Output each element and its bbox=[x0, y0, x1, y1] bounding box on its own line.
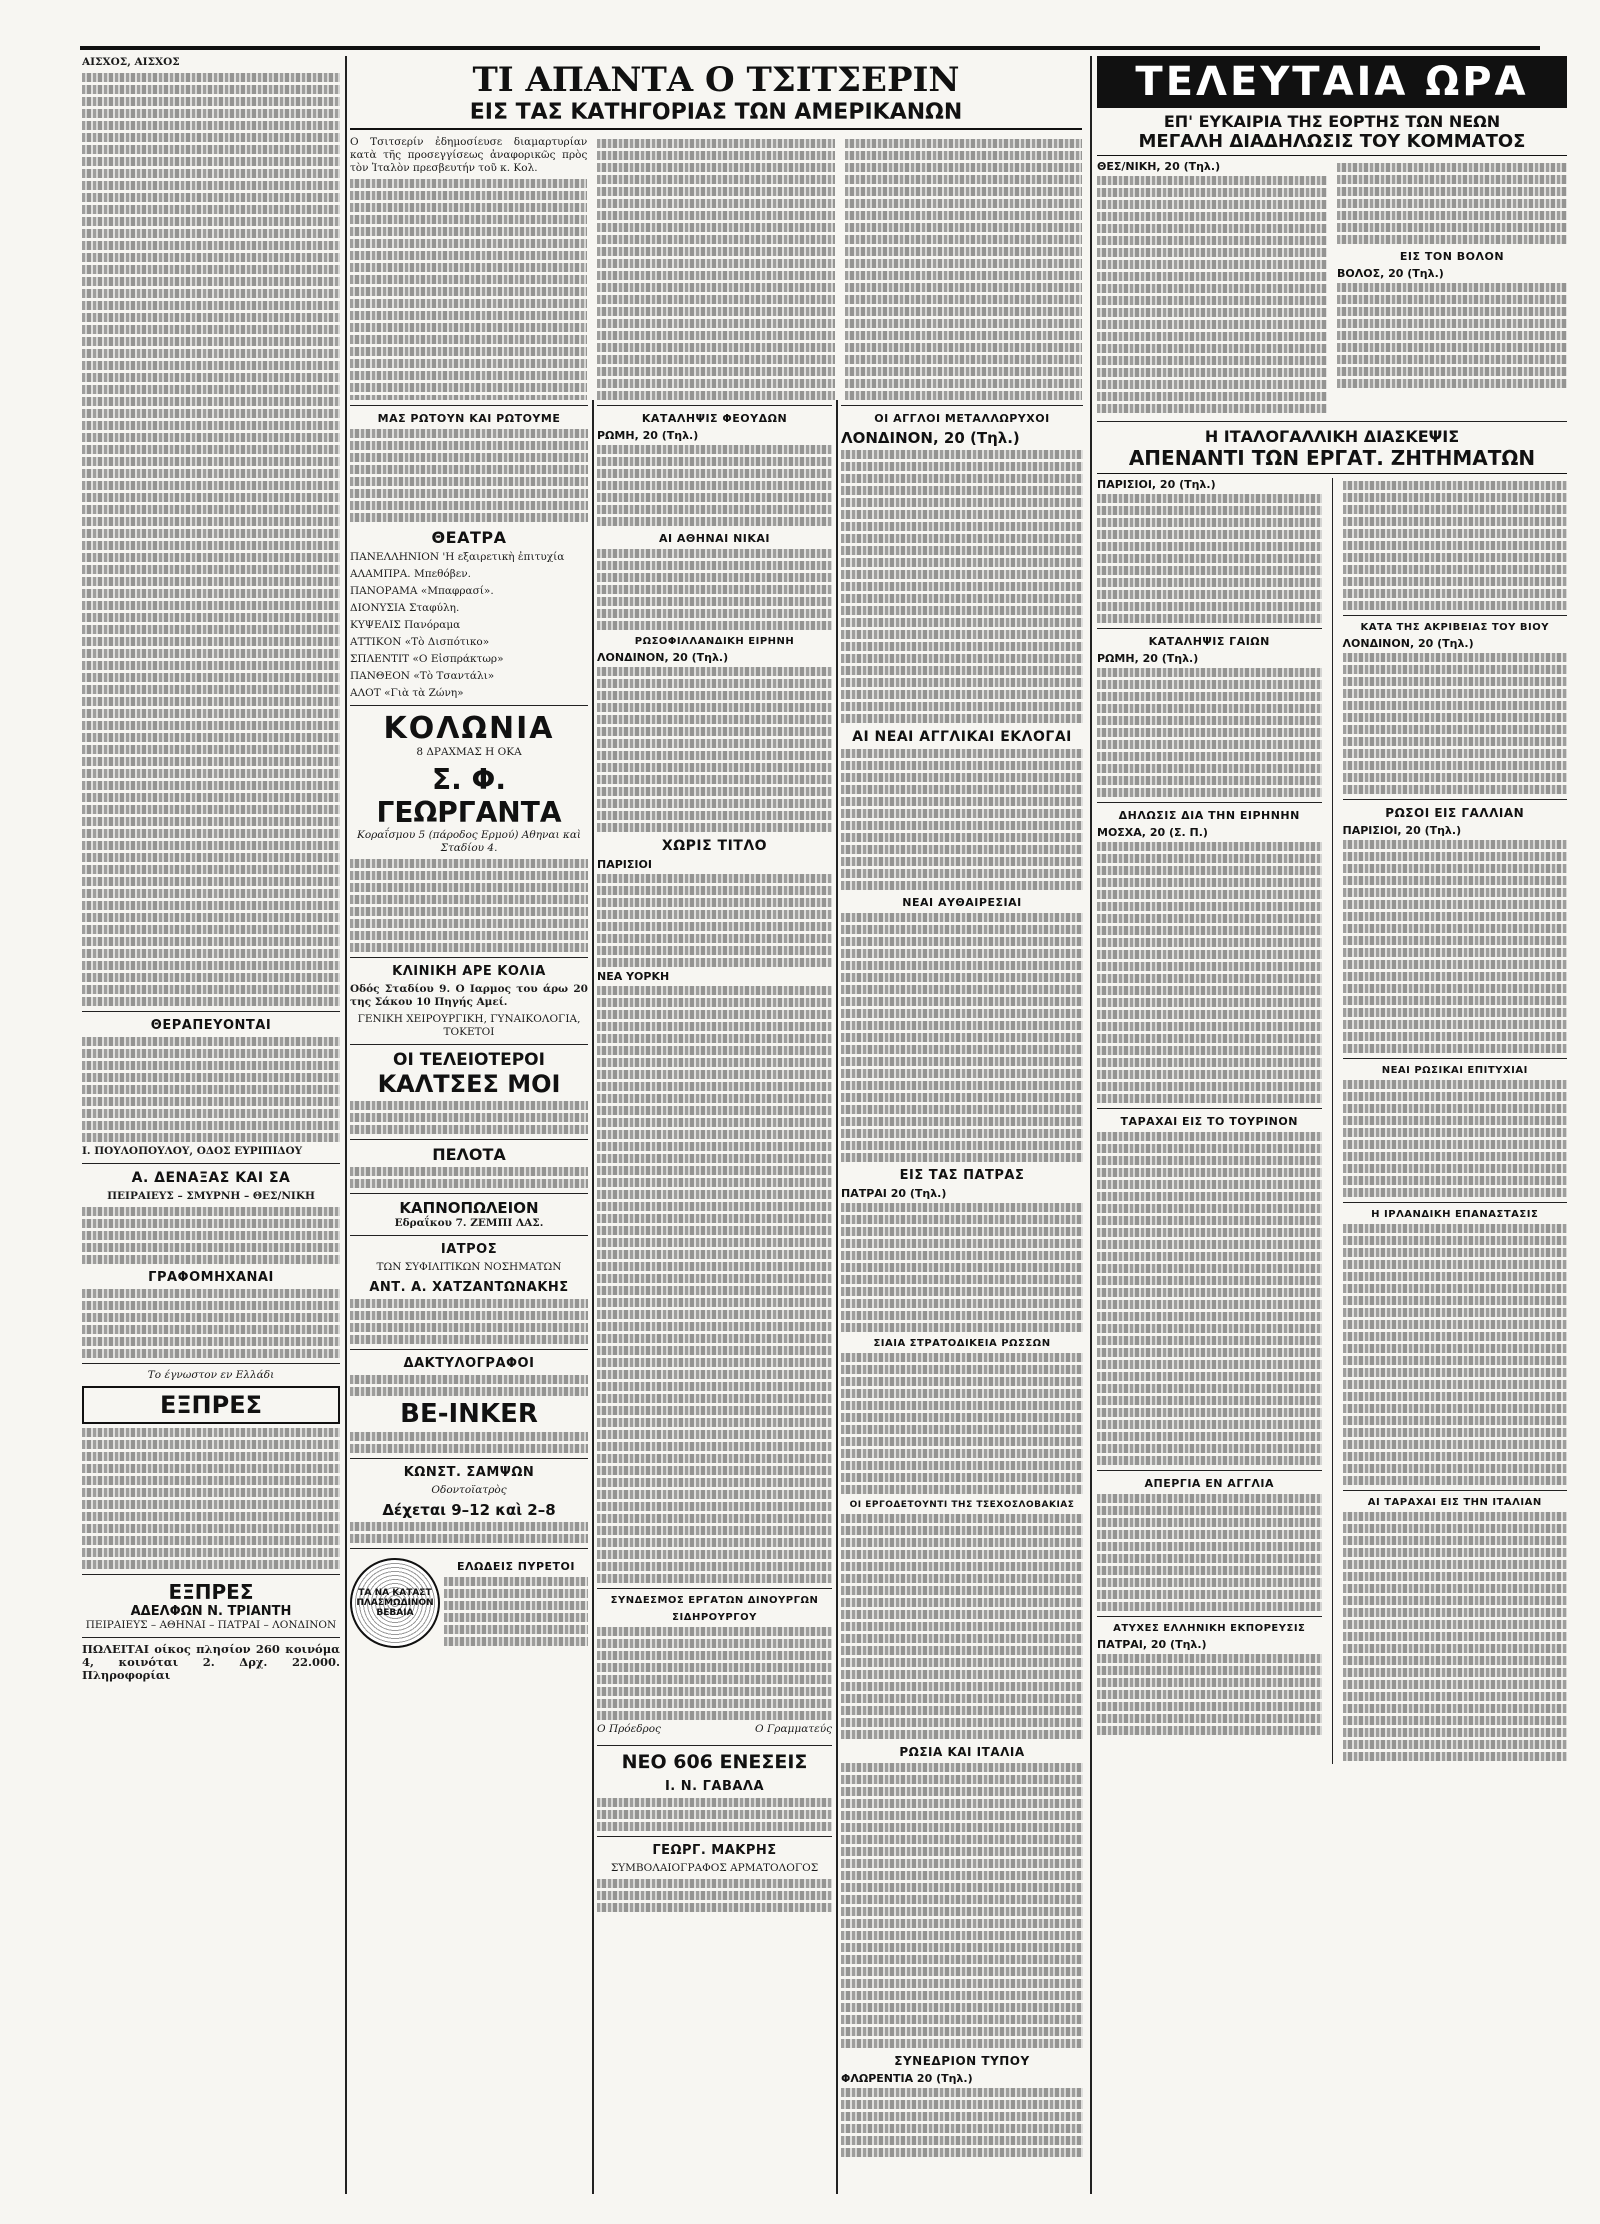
ad-stamp-seal: ΤΑ ΝΑ ΚΑΤΑΣΤ ΠΛΑΣΜΩΔΙΝΟΝ ΒΕΒΑΙΑ bbox=[350, 1558, 440, 1648]
headline-tsitserin: ΤΙ ΑΠΑΝΤΑ Ο ΤΣΙΤΣΕΡΙΝ bbox=[472, 60, 960, 100]
col1-ad-express-title: ΕΞΠΡΕΣ bbox=[82, 1386, 340, 1424]
ad-gavala: Ι. Ν. ΓΑΒΑΛΑ bbox=[664, 1779, 765, 1794]
section-gaion: ΚΑΤΑΛΗΨΙΣ ΓΑΙΩΝ bbox=[1148, 635, 1270, 648]
section-syndesmos: ΣΥΝΔΕΣΜΟΣ ΕΡΓΑΤΩΝ ΔΙΝΟΥΡΓΩΝ bbox=[610, 1595, 819, 1606]
dateline-patrai-1: ΠΑΤΡΑΙ 20 (Τηλ.) bbox=[841, 1187, 947, 1200]
section-rosoi-gallia: ΡΩΣΟΙ ΕΙΣ ΓΑΛΛΙΑΝ bbox=[1385, 806, 1525, 820]
col1-ad-grafomixanai: ΓΡΑΦΟΜΗΧΑΝΑΙ bbox=[148, 1270, 274, 1285]
dateline-londinon-2: ΛΟΝΔΙΝΟΝ, 20 (Τηλ.) bbox=[841, 429, 1020, 447]
col1-top-text: ΑΙΣΧΟΣ, ΑΙΣΧΟΣ bbox=[82, 56, 180, 68]
section-eklogai: ΑΙ ΝΕΑΙ ΑΓΓΛΙΚΑΙ ΕΚΛΟΓΑΙ bbox=[852, 729, 1072, 745]
section-ellinikoi: ΑΤΥΧΕΣ ΕΛΛΗΝΙΚΗ ΕΚΠΟΡΕΥΣΙΣ bbox=[1113, 1623, 1306, 1634]
dateline-parisioi-2: ΠΑΡΙΣΙΟΙ, 20 (Τηλ.) bbox=[1097, 478, 1216, 491]
ad-pelota: ΠΕΛΟΤΑ bbox=[432, 1145, 506, 1164]
section-synedrion: ΣΥΝΕΔΡΙΟΝ ΤΥΠΟΥ bbox=[894, 2054, 1030, 2068]
subheadline-tsitserin: ΕΙΣ ΤΑΣ ΚΑΤΗΓΟΡΙΑΣ ΤΩΝ ΑΜΕΡΙΚΑΝΩΝ bbox=[350, 100, 1082, 130]
dateline-florentia: ΦΛΩΡΕΝΤΙΑ 20 (Τηλ.) bbox=[841, 2072, 973, 2085]
theatra-item-7: ΣΠΛΕΝΤΙΤ «Ο Εἰσπράκτωρ» bbox=[350, 653, 504, 665]
col2-section-rotoun: ΜΑΣ ΡΩΤΟΥΝ ΚΑΙ ΡΩΤΟΥΜΕ bbox=[377, 412, 561, 425]
sign-grammateus: Ο Γραμματεύς bbox=[755, 1723, 832, 1735]
section-daktylografoi: ΔΑΚΤΥΛΟΓΡΑΦΟΙ bbox=[403, 1356, 535, 1371]
dateline-mosxa: ΜΟΣΧΑ, 20 (Σ. Π.) bbox=[1097, 826, 1208, 839]
ad-xatzantonakis: ΑΝΤ. Α. ΧΑΤΖΑΝΤΩΝΑΚΗΣ bbox=[369, 1280, 569, 1295]
section-eirini: ΔΗΛΩΣΙΣ ΔΙΑ ΤΗΝ ΕΙΡΗΝΗΝ bbox=[1118, 809, 1300, 822]
ad-kaltses: ΚΑΛΤΣΕΣ ΜΟΙ bbox=[377, 1070, 561, 1098]
section-apergia: ΑΠΕΡΓΙΑ ΕΝ ΑΓΓΛΙΑ bbox=[1144, 1477, 1274, 1490]
theatra-item-8: ΠΑΝΘΕΟΝ «Τὸ Τσαντάλι» bbox=[350, 670, 495, 682]
section-stratodikeia: ΣΙΑΙΑ ΣΤΡΑΤΟΔΙΚΕΙΑ ΡΩΣΣΩΝ bbox=[873, 1338, 1051, 1349]
section-katalipseis: ΚΑΤΑΛΗΨΙΣ ΦΕΟΥΔΩΝ bbox=[641, 412, 788, 425]
banner-teleutaia-ora: ΤΕΛΕΥΤΑΙΑ ΩΡΑ bbox=[1097, 56, 1567, 108]
col1-ad-express2: ΕΞΠΡΕΣ bbox=[168, 1580, 254, 1604]
dateline-thessaloniki: ΘΕΣ/ΝΙΚΗ, 20 (Τηλ.) bbox=[1097, 160, 1221, 173]
dateline-nea-yorki: ΝΕΑ ΥΟΡΚΗ bbox=[597, 970, 670, 983]
col1-ad-poleitai: ΠΩΛΕΙΤΑΙ οίκος πλησίον 260 κοινόμα 4, κοινόται 2. Δρχ. 22.000. Πληροφορίαι bbox=[82, 1642, 340, 1682]
dateline-parisioi-1: ΠΑΡΙΣΙΟΙ bbox=[597, 858, 652, 871]
ad-teleioteroi: ΟΙ ΤΕΛΕΙΟΤΕΡΟΙ bbox=[393, 1050, 545, 1070]
dateline-patrai-2: ΠΑΤΡΑΙ, 20 (Τηλ.) bbox=[1097, 1638, 1207, 1651]
ad-kapno-addr: Εδραΐκου 7. ΖΕΜΠΙ ΛΑΣ. bbox=[394, 1217, 544, 1229]
section-tsexoslovakia: ΟΙ ΕΡΓΟΔΕΤΟΥΝΤΙ ΤΗΣ ΤΣΕΧΟΣΛΟΒΑΚΙΑΣ bbox=[849, 1500, 1075, 1510]
theatra-item-1: ΠΑΝΕΛΛΗΝΙΟΝ 'Η εξαιρετικὴ ἐπιτυχία bbox=[350, 551, 565, 563]
tsitserin-article bbox=[350, 60, 1082, 400]
conf-title-1: Η ΙΤΑΛΟΓΑΛΛΙΚΗ ΔΙΑΣΚΕΨΙΣ bbox=[1204, 427, 1460, 446]
theatra-item-3: ΠΑΝΟΡΑΜΑ «Μπαφρασί». bbox=[350, 585, 494, 597]
section-xoris-titlo: ΧΩΡΙΣ ΤΙΤΛΟ bbox=[661, 838, 768, 854]
column-3 bbox=[597, 400, 832, 2194]
ad-iatros: ΙΑΤΡΟΣ bbox=[440, 1242, 498, 1257]
section-aggloi: ΟΙ ΑΓΓΛΟΙ ΜΕΤΑΛΛΩΡΥΧΟΙ bbox=[874, 412, 1050, 425]
col1-section-therapeuontai: ΘΕΡΑΠΕΥΟΝΤΑΙ bbox=[150, 1018, 272, 1033]
section-athina-nikai: ΑΙ ΑΘΗΝΑΙ ΝΙΚΑΙ bbox=[658, 532, 771, 545]
section-patras: ΕΙΣ ΤΑΣ ΠΑΤΡΑΣ bbox=[899, 1168, 1025, 1183]
dateline-romi-1: ΡΩΜΗ, 20 (Τηλ.) bbox=[597, 429, 699, 442]
ad-gyn: ΓΕΝΙΚΗ ΧΕΙΡΟΥΡΓΙΚΗ, ΓΥΝΑΙΚΟΛΟΓΙΑ, ΤΟΚΕΤΟΙ bbox=[357, 1013, 581, 1038]
col1-ad-piraieus: ΠΕΙΡΑΙΕΥΣ – ΣΜΥΡΝΗ – ΘΕΣ/ΝΙΚΗ bbox=[107, 1190, 315, 1202]
ad-neo606: ΝΕΟ 606 ΕΝΕΣΕΙΣ bbox=[621, 1751, 808, 1773]
dateline-parisioi-3: ΠΑΡΙΣΙΟΙ, 20 (Τηλ.) bbox=[1342, 824, 1462, 837]
theatra-item-5: ΚΥΨΕΛΙΣ Πανόραμα bbox=[350, 619, 461, 631]
top-rule bbox=[80, 46, 1540, 50]
last-hour-sub1: ΕΠ' ΕΥΚΑΙΡΙΑ ΤΗΣ ΕΟΡΤΗΣ ΤΩΝ ΝΕΩΝ bbox=[1163, 112, 1501, 131]
section-rosogalliki: ΡΩΣΟΦΙΛΛΑΝΔΙΚΗ ΕΙΡΗΝΗ bbox=[634, 636, 795, 647]
column-3b bbox=[841, 400, 1083, 2194]
ad-klinike-addr: Οδός Σταδίου 9. Ο Ιαρμος του άρω 20 της Σάκου 10 Πηγής Αμεί. bbox=[350, 983, 588, 1008]
col1-ad-adelfon: ΑΔΕΛΦΩΝ Ν. ΤΡΙΑΝΤΗ bbox=[130, 1604, 292, 1619]
ad-odont-hours: Δέχεται 9–12 καὶ 2–8 bbox=[382, 1501, 556, 1519]
theatra-item-9: ΑΛΟΤ «Γιὰ τὰ Ζώνη» bbox=[350, 687, 464, 699]
column-1 bbox=[82, 56, 340, 2194]
col1-iatreion: Ι. ΠΟΥΛΟΠΟΥΛΟΥ, ΟΔΟΣ ΕΥΡΙΠΙΔΟΥ bbox=[82, 1145, 303, 1157]
section-aythaireseis: ΝΕΑΙ ΑΥΘΑΙΡΕΣΙΑΙ bbox=[902, 896, 1022, 909]
section-volos: ΕΙΣ ΤΟΝ ΒΟΛΟΝ bbox=[1399, 250, 1505, 263]
ad-makris-sub: ΣΥΜΒΟΛΑΙΟΓΡΑΦΟΣ ΑΡΜΑΤΟΛΟΓΟΣ bbox=[610, 1862, 819, 1874]
section-rosia-italia: ΡΩΣΙΑ ΚΑΙ ΙΤΑΛΙΑ bbox=[899, 1745, 1025, 1759]
col-separator-4 bbox=[1090, 56, 1092, 2194]
ad-kolonia-price: 8 ΔΡΑΧΜΑΣ Η ΟΚΑ bbox=[416, 746, 522, 758]
section-akriveias: ΚΑΤΑ ΤΗΣ ΑΚΡΙΒΕΙΑΣ ΤΟΥ ΒΙΟΥ bbox=[1360, 622, 1549, 633]
ad-kolonia: ΚΟΛΩΝΙΑ bbox=[383, 711, 555, 746]
tsitserin-lead: Ο Τσιτσερίν ἐδημοσίευσε διαμαρτυρίαν κατὰ τῆς προσεγγίσεως ἀναφορικῶς πρὸς τὸν Ἰταλὸν πρεσβευτήν τοῦ κ. Κολ. bbox=[350, 136, 588, 174]
col-separator-1 bbox=[345, 56, 347, 2194]
dateline-romi-2: ΡΩΜΗ, 20 (Τηλ.) bbox=[1097, 652, 1199, 665]
theatra-item-6: ΑΤΤΙΚΟΝ «Τὸ Δισπότικο» bbox=[350, 636, 490, 648]
dateline-londinon-3: ΛΟΝΔΙΝΟΝ, 20 (Τηλ.) bbox=[1342, 637, 1474, 650]
theatra-item-4: ΔΙΟΝΥΣΙΑ Σταφύλη. bbox=[350, 602, 460, 614]
col1-ad-denaxas: Α. ΔΕΝΑΞΑΣ ΚΑΙ ΣΑ bbox=[131, 1170, 291, 1186]
ad-kapnopoleion: ΚΑΠΝΟΠΩΛΕΙΟΝ bbox=[399, 1199, 539, 1217]
ad-pyretoi: ΕΛΩΔΕΙΣ ΠΥΡΕΤΟΙ bbox=[456, 1560, 576, 1573]
section-italia: ΑΙ ΤΑΡΑΧΑΙ ΕΙΣ ΤΗΝ ΙΤΑΛΙΑΝ bbox=[1367, 1497, 1542, 1508]
ad-klinike: ΚΛΙΝΙΚΗ ΑΡΕ ΚΟΛΙΑ bbox=[392, 964, 546, 979]
theatra-item-2: ΑΛΑΜΠΡΑ. Μπεθόβεν. bbox=[350, 568, 471, 580]
ad-makris: ΓΕΩΡΓ. ΜΑΚΡΗΣ bbox=[652, 1843, 777, 1858]
sign-proedros: Ο Πρόεδρος bbox=[597, 1723, 661, 1735]
conf-title-2: ΑΠΕΝΑΝΤΙ ΤΩΝ ΕΡΓΑΤ. ΖΗΤΗΜΑΤΩΝ bbox=[1097, 446, 1567, 474]
section-tarahai: ΤΑΡΑΧΑΙ ΕΙΣ ΤΟ ΤΟΥΡΙΝΟΝ bbox=[1120, 1115, 1298, 1128]
column-2-ads bbox=[350, 400, 588, 2194]
col1-ad-express-sub: Το έγνωστον εν Ελλάδι bbox=[147, 1369, 275, 1381]
col-separator-2 bbox=[592, 400, 594, 2194]
ad-samson: ΚΩΝΣΤ. ΣΑΜΨΩΝ bbox=[403, 1465, 535, 1480]
column-4-last-hour bbox=[1097, 56, 1567, 2194]
col-separator-3 bbox=[836, 400, 838, 2194]
section-rosikai: ΝΕΑΙ ΡΩΣΙΚΑΙ ΕΠΙΤΥΧΙΑΙ bbox=[1381, 1065, 1528, 1076]
col1-ad-cities: ΠΕΙΡΑΙΕΥΣ – ΑΘΗΝΑΙ – ΠΑΤΡΑΙ – ΛΟΝΔΙΝΟΝ bbox=[85, 1619, 337, 1631]
dateline-volos: ΒΟΛΟΣ, 20 (Τηλ.) bbox=[1337, 267, 1444, 280]
ad-symfilitikon: ΤΩΝ ΣΥΦΙΛΙΤΙΚΩΝ ΝΟΣΗΜΑΤΩΝ bbox=[376, 1261, 562, 1273]
ad-georganta-addr: Κοραΐσμου 5 (πάροδος Ερμού) Αθηναι καὶ Σταδίου 4. bbox=[356, 829, 582, 854]
dateline-londinon-1: ΛΟΝΔΙΝΟΝ, 20 (Τηλ.) bbox=[597, 651, 729, 664]
col2-section-theatra: ΘΕΑΤΡΑ bbox=[431, 528, 507, 547]
ad-beinker: BE-INKER bbox=[400, 1399, 538, 1429]
last-hour-sub2: ΜΕΓΑΛΗ ΔΙΑΔΗΛΩΣΙΣ ΤΟΥ ΚΟΜΜΑΤΟΣ bbox=[1097, 131, 1567, 156]
ad-odontiatros: Οδοντοϊατρὸς bbox=[431, 1484, 507, 1496]
section-sidirourgou: ΣΙΔΗΡΟΥΡΓΟΥ bbox=[672, 1612, 757, 1623]
section-irlandia: Η ΙΡΛΑΝΔΙΚΗ ΕΠΑΝΑΣΤΑΣΙΣ bbox=[1371, 1209, 1539, 1220]
ad-georganta: Σ. Φ. ΓΕΩΡΓΑΝΤΑ bbox=[376, 763, 562, 829]
